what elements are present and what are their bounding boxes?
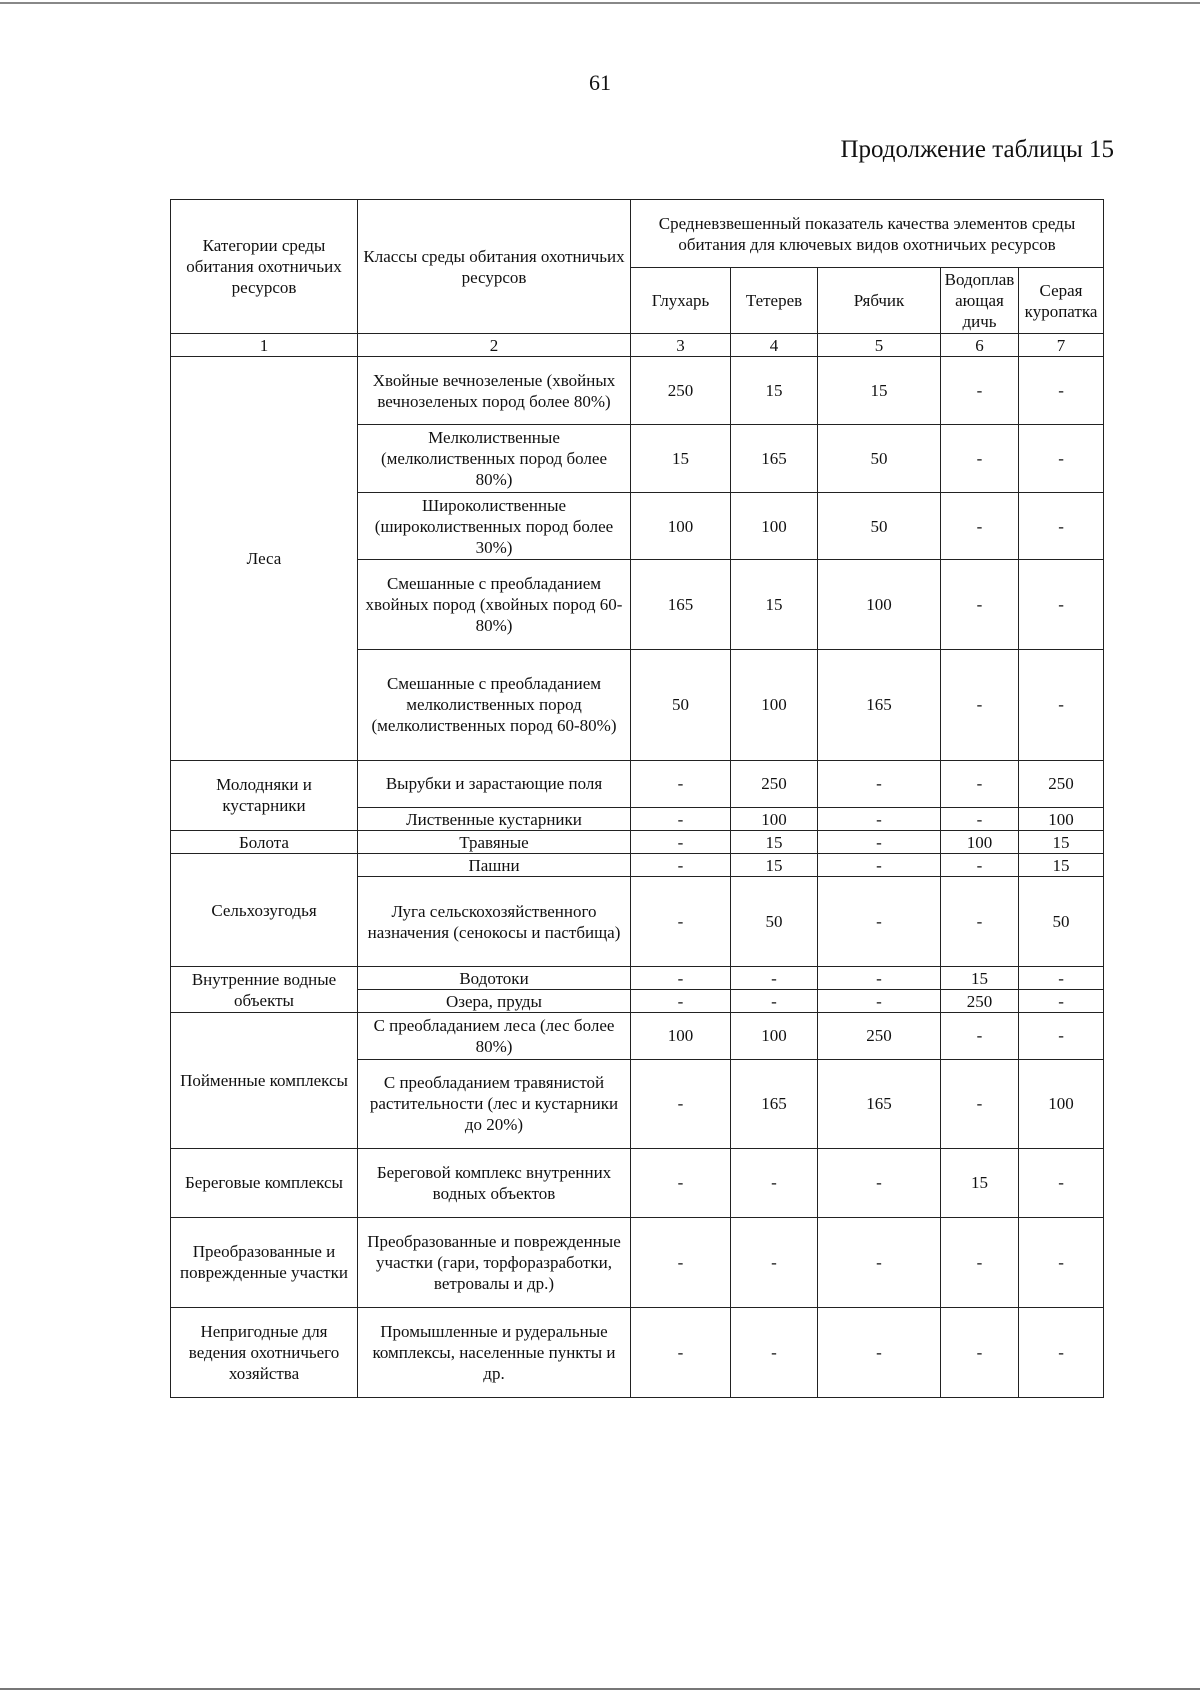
class-cell: Широколиственные (широколиственных пород более 30%) (358, 492, 631, 559)
value-cell: 50 (818, 492, 941, 559)
value-cell: 165 (818, 1059, 941, 1149)
value-cell: - (941, 877, 1019, 967)
class-cell: Водотоки (358, 967, 631, 990)
table-row (171, 760, 1104, 807)
table-row (171, 854, 1104, 877)
class-cell: Травяные (358, 831, 631, 854)
class-cell: Хвойные вечнозеленые (хвойных вечнозеленых пород более 80%) (358, 357, 631, 425)
value-cell: - (1019, 357, 1104, 425)
column-number: 1 (171, 334, 358, 357)
value-cell: 15 (941, 967, 1019, 990)
table-row (171, 1013, 1104, 1059)
value-cell: 50 (1019, 877, 1104, 967)
category-cell: Преобразованные и поврежденные участки (171, 1217, 358, 1308)
value-cell: - (1019, 990, 1104, 1013)
header-species: Глухарь (631, 268, 731, 334)
value-cell: - (941, 1059, 1019, 1149)
value-cell: 100 (818, 560, 941, 650)
value-cell: 50 (631, 649, 731, 760)
category-cell: Молодняки и кустарники (171, 760, 358, 830)
value-cell: - (941, 357, 1019, 425)
value-cell: 165 (818, 649, 941, 760)
scan-edge-top (0, 2, 1200, 4)
value-cell: 165 (731, 425, 818, 492)
value-cell: - (818, 990, 941, 1013)
category-cell: Леса (171, 357, 358, 761)
table-row (171, 1308, 1104, 1398)
value-cell: - (631, 808, 731, 831)
value-cell: 250 (631, 357, 731, 425)
value-cell: 250 (818, 1013, 941, 1059)
value-cell: 15 (731, 831, 818, 854)
value-cell: 100 (731, 492, 818, 559)
header-category: Категории среды обитания охотничьих ресурсов (171, 200, 358, 334)
column-number: 5 (818, 334, 941, 357)
value-cell: 165 (631, 560, 731, 650)
table-row (171, 831, 1104, 854)
value-cell: - (731, 1149, 818, 1217)
value-cell: - (818, 854, 941, 877)
class-cell: Луга сельскохозяйственного назначения (сенокосы и пастбища) (358, 877, 631, 967)
class-cell: Озера, пруды (358, 990, 631, 1013)
value-cell: - (631, 877, 731, 967)
value-cell: 100 (631, 1013, 731, 1059)
table-caption: Продолжение таблицы 15 (840, 136, 1114, 163)
value-cell: - (818, 967, 941, 990)
value-cell: - (941, 649, 1019, 760)
value-cell: - (818, 808, 941, 831)
value-cell: - (941, 1013, 1019, 1059)
value-cell: 100 (731, 649, 818, 760)
value-cell: - (1019, 425, 1104, 492)
class-cell: С преобладанием травянистой растительности (лес и кустарники до 20%) (358, 1059, 631, 1149)
class-cell: Пашни (358, 854, 631, 877)
value-cell: - (1019, 560, 1104, 650)
value-cell: 15 (1019, 831, 1104, 854)
header-class: Классы среды обитания охотничьих ресурсов (358, 200, 631, 334)
class-cell: Промышленные и рудеральные комплексы, населенные пункты и др. (358, 1308, 631, 1398)
header-indicator: Средневзвешенный показатель качества элементов среды обитания для ключевых видов охотничьих ресурсов (631, 200, 1104, 268)
value-cell: - (631, 1217, 731, 1308)
class-cell: Смешанные с преобладанием хвойных пород (хвойных пород 60-80%) (358, 560, 631, 650)
value-cell: 250 (731, 760, 818, 807)
class-cell: Береговой комплекс внутренних водных объектов (358, 1149, 631, 1217)
value-cell: - (1019, 967, 1104, 990)
value-cell: 15 (731, 560, 818, 650)
value-cell: - (941, 1308, 1019, 1398)
value-cell: - (1019, 492, 1104, 559)
value-cell: 100 (1019, 1059, 1104, 1149)
table-row (171, 1217, 1104, 1308)
column-number: 3 (631, 334, 731, 357)
value-cell: 100 (941, 831, 1019, 854)
class-cell: Мелколиственные (мелколиственных пород более 80%) (358, 425, 631, 492)
value-cell: - (631, 1149, 731, 1217)
value-cell: 100 (631, 492, 731, 559)
category-cell: Сельхозугодья (171, 854, 358, 967)
value-cell: 15 (818, 357, 941, 425)
value-cell: - (818, 1308, 941, 1398)
value-cell: - (818, 1149, 941, 1217)
value-cell: - (631, 854, 731, 877)
page-number: 61 (589, 70, 611, 95)
table-row (171, 357, 1104, 425)
class-cell: Преобразованные и поврежденные участки (гари, торфоразработки, ветровалы и др.) (358, 1217, 631, 1308)
value-cell: - (818, 831, 941, 854)
value-cell: - (941, 425, 1019, 492)
value-cell: - (631, 990, 731, 1013)
value-cell: 15 (1019, 854, 1104, 877)
value-cell: 15 (731, 854, 818, 877)
column-number: 2 (358, 334, 631, 357)
value-cell: - (1019, 1013, 1104, 1059)
value-cell: 100 (731, 1013, 818, 1059)
category-cell: Внутренние водные объекты (171, 967, 358, 1013)
value-cell: - (941, 492, 1019, 559)
class-cell: Вырубки и зарастающие поля (358, 760, 631, 807)
class-cell: Смешанные с преобладанием мелколиственных пород (мелколиственных пород 60-80%) (358, 649, 631, 760)
header-species: Водоплавающая дичь (941, 268, 1019, 334)
value-cell: - (818, 760, 941, 807)
value-cell: - (731, 1308, 818, 1398)
scan-edge-bottom (0, 1688, 1200, 1690)
value-cell: 100 (1019, 808, 1104, 831)
value-cell: - (631, 1308, 731, 1398)
value-cell: - (1019, 649, 1104, 760)
class-cell: С преобладанием леса (лес более 80%) (358, 1013, 631, 1059)
value-cell: 100 (731, 808, 818, 831)
value-cell: - (731, 967, 818, 990)
header-species: Рябчик (818, 268, 941, 334)
category-cell: Береговые комплексы (171, 1149, 358, 1217)
value-cell: - (631, 1059, 731, 1149)
value-cell: - (1019, 1217, 1104, 1308)
category-cell: Болота (171, 831, 358, 854)
column-number: 6 (941, 334, 1019, 357)
category-cell: Пойменные комплексы (171, 1013, 358, 1149)
value-cell: - (818, 877, 941, 967)
value-cell: - (631, 760, 731, 807)
column-number: 4 (731, 334, 818, 357)
value-cell: 15 (631, 425, 731, 492)
value-cell: - (731, 990, 818, 1013)
category-cell: Непригодные для ведения охотничьего хозяйства (171, 1308, 358, 1398)
table-row (171, 1149, 1104, 1217)
header-species: Серая куропатка (1019, 268, 1104, 334)
value-cell: 165 (731, 1059, 818, 1149)
value-cell: - (1019, 1308, 1104, 1398)
habitat-quality-table (170, 199, 1104, 1398)
value-cell: - (941, 760, 1019, 807)
value-cell: 250 (1019, 760, 1104, 807)
value-cell: 15 (941, 1149, 1019, 1217)
value-cell: - (941, 808, 1019, 831)
value-cell: 15 (731, 357, 818, 425)
value-cell: 50 (731, 877, 818, 967)
value-cell: - (818, 1217, 941, 1308)
value-cell: - (941, 854, 1019, 877)
header-species: Тетерев (731, 268, 818, 334)
value-cell: - (631, 831, 731, 854)
value-cell: 50 (818, 425, 941, 492)
value-cell: - (941, 1217, 1019, 1308)
value-cell: - (1019, 1149, 1104, 1217)
table-row (171, 967, 1104, 990)
value-cell: 250 (941, 990, 1019, 1013)
class-cell: Лиственные кустарники (358, 808, 631, 831)
value-cell: - (731, 1217, 818, 1308)
column-number: 7 (1019, 334, 1104, 357)
value-cell: - (631, 967, 731, 990)
value-cell: - (941, 560, 1019, 650)
